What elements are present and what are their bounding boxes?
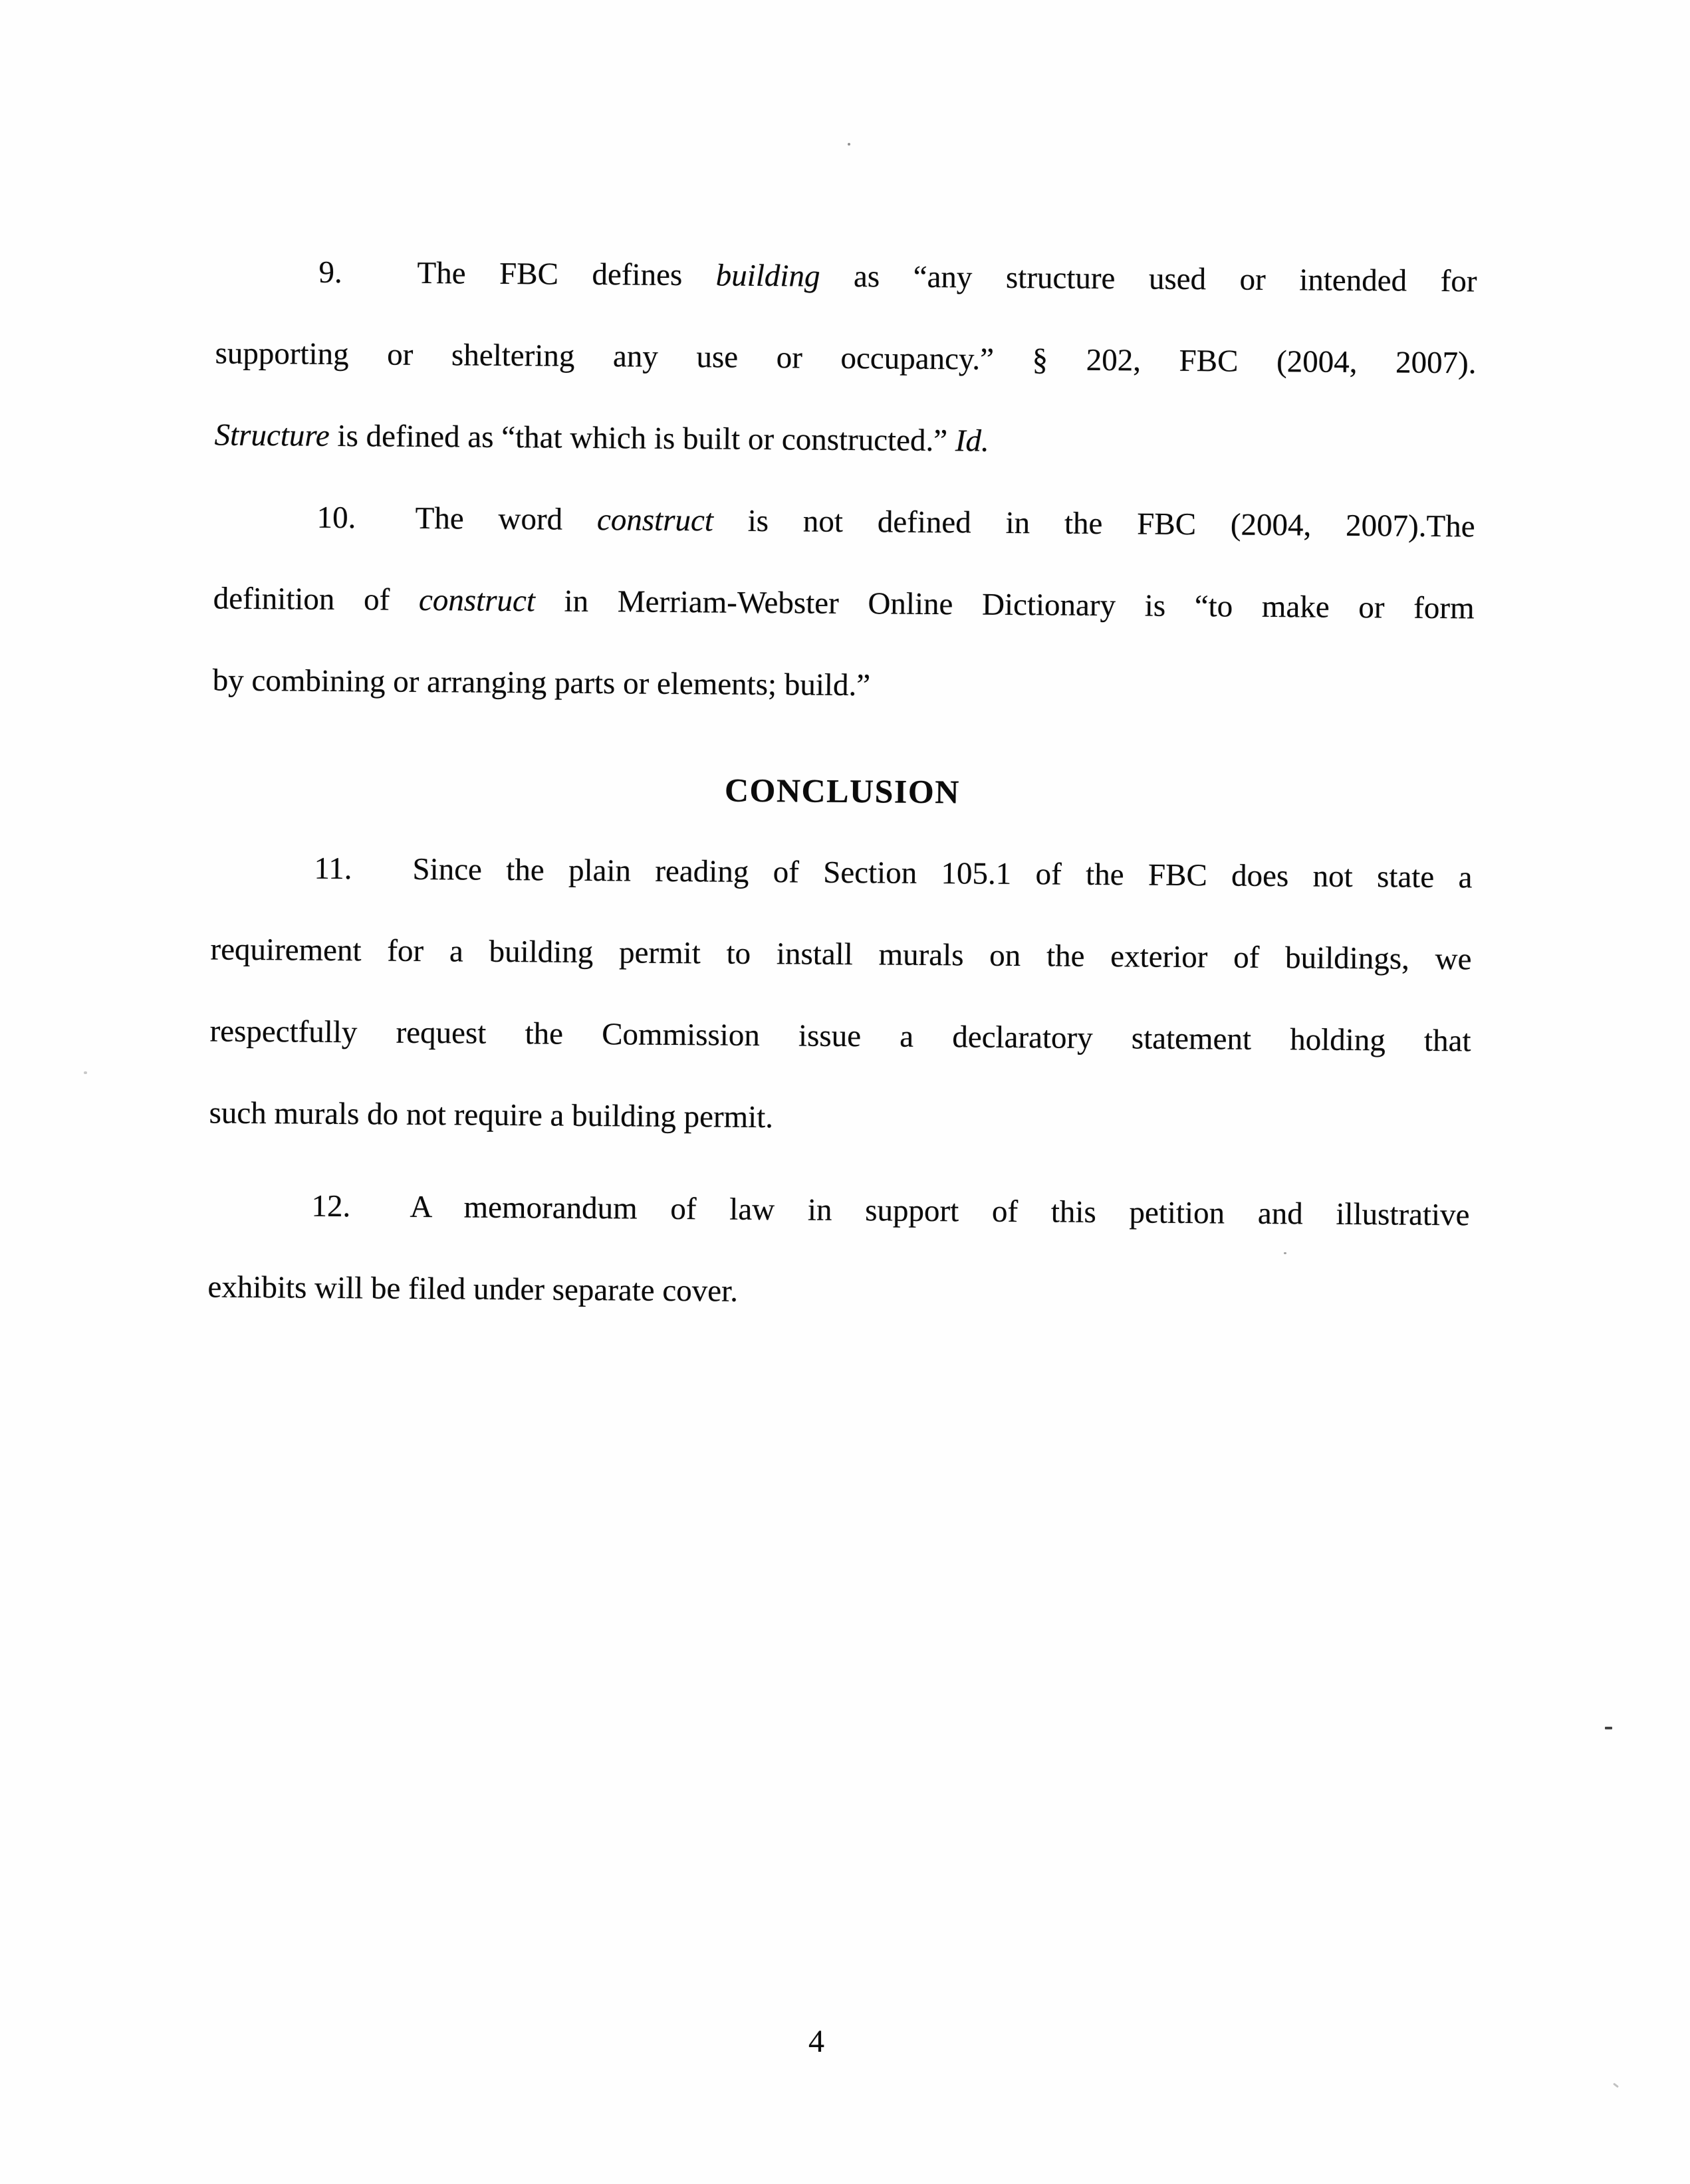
text-segment: The word [415,500,598,538]
text-segment: A memorandum of law in support of this petition and illustrative [410,1189,1470,1233]
italic-text: building [715,258,820,294]
paragraph-10-line-1 [213,477,1475,568]
paragraph-12-line-1 [208,1165,1470,1257]
italic-text: construct [596,502,714,538]
paragraph-11-line-1 [211,827,1473,919]
paragraph-12-line-2 [207,1247,1469,1339]
text-segment: as “any structure used or intended for [820,259,1477,299]
paragraph-10-line-3 [212,640,1474,732]
paragraph-9-line-1 [215,231,1477,323]
text-segment: is defined as “that which is built or constructed.” [329,418,956,459]
scan-artifact-dot [848,143,850,146]
paragraph-number: 10. [316,500,356,536]
text-segment: supporting or sheltering any use or occupancy.” § 202, FBC (2004, 2007). [215,336,1477,381]
scan-artifact-dot [84,1071,87,1074]
paragraph-11-line-4 [209,1073,1471,1164]
text-segment: Since the plain reading of Section 105.1 of the FBC does not state a [412,851,1473,895]
italic-text: construct [418,582,536,619]
paragraph-number: 9. [318,255,342,290]
paragraph-9-line-3 [214,395,1476,487]
text-segment: respectfully request the Commission issue a declaratory statement holding that [209,1014,1471,1059]
text-segment: definition of [213,581,420,617]
conclusion-heading: CONCLUSION [724,771,961,811]
text-segment: is not defined in the FBC (2004, 2007).The [713,503,1475,544]
italic-text: Id. [955,423,989,459]
paragraph-10-line-2 [213,558,1475,650]
paragraph-number: 12. [311,1188,351,1224]
scan-artifact-dot [1284,1252,1286,1254]
paragraph-9-line-2 [215,313,1477,405]
text-segment: such murals do not require a building permit. [209,1095,774,1135]
scan-artifact-dot [1613,2083,1619,2088]
text-segment: exhibits will be filed under separate cover. [207,1269,739,1309]
text-segment: by combining or arranging parts or elements; build.” [212,663,871,703]
text-segment: in Merriam-Webster Online Dictionary is “to make or form [535,584,1475,626]
paragraph-11-line-2 [210,909,1472,1001]
page-number: 4 [808,2024,824,2059]
italic-text: Structure [214,417,330,453]
document-text [207,231,1477,1339]
paragraph-11-line-3 [209,991,1471,1083]
scan-artifact-dash [1605,1727,1612,1729]
text-segment: The FBC defines [417,255,716,293]
paragraph-number: 11. [314,851,352,887]
text-segment: requirement for a building permit to install murals on the exterior of buildings, we [210,932,1472,977]
